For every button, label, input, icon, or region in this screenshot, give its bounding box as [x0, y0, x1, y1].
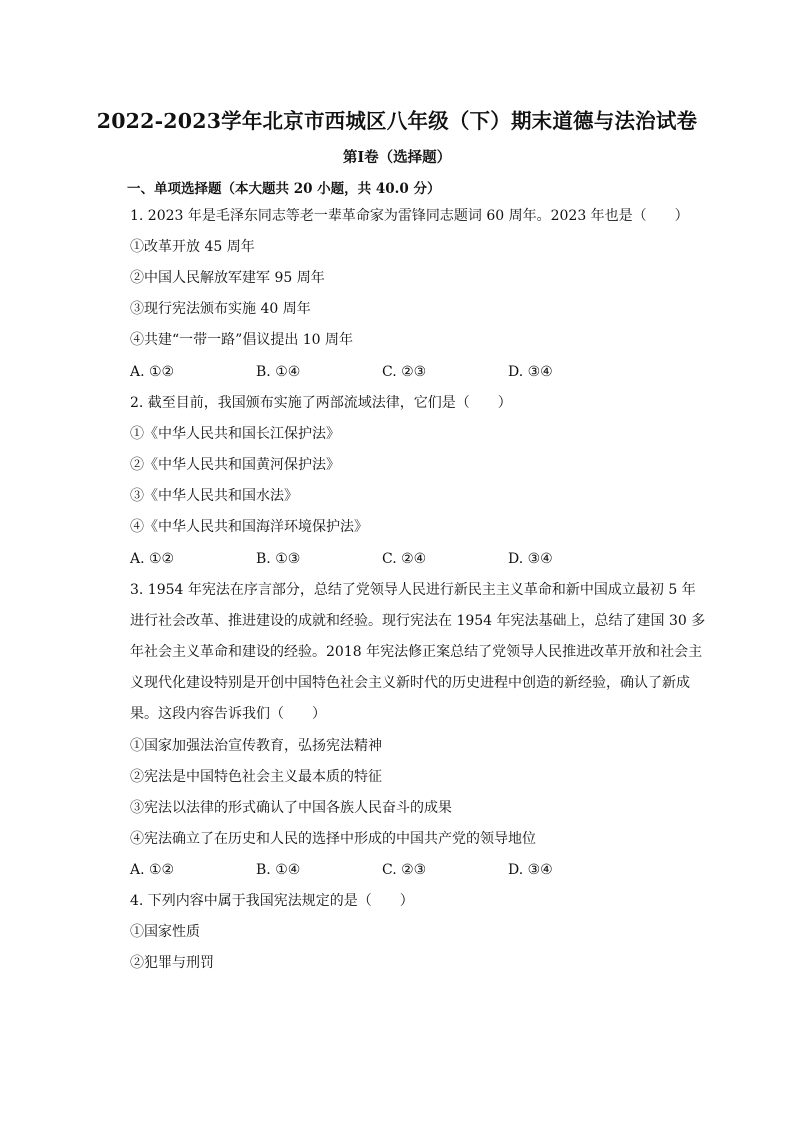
section-heading: 一、单项选择题（本大题共 20 小题，共 40.0 分）	[127, 181, 441, 197]
question-1-item-4: ④共建“一带一路”倡议提出 10 周年	[130, 332, 354, 348]
question-2-option-a[interactable]: A. ①②	[130, 551, 175, 567]
question-3-option-b[interactable]: B. ①④	[256, 862, 301, 878]
volume-subtitle: 第Ⅰ卷（选择题）	[342, 149, 452, 166]
question-2-item-2: ②《中华人民共和国黄河保护法》	[130, 457, 340, 473]
question-1-option-b[interactable]: B. ①④	[256, 364, 301, 380]
question-3-option-c[interactable]: C. ②③	[382, 862, 427, 878]
page-title: 2022-2023学年北京市西城区八年级（下）期末道德与法治试卷	[96, 109, 698, 133]
question-4-item-1: ①国家性质	[130, 924, 200, 940]
question-3-item-3: ③宪法以法律的形式确认了中国各族人民奋斗的成果	[130, 800, 452, 816]
question-3-stem-line-2: 进行社会改革、推进建设的成就和经验。现行宪法在 1954 年宪法基础上，总结了建国 30 多	[130, 613, 706, 629]
question-1-item-3: ③现行宪法颁布实施 40 周年	[130, 301, 311, 317]
question-2-item-4: ④《中华人民共和国海洋环境保护法》	[130, 519, 368, 535]
question-3-stem-line-1: 3. 1954 年宪法在序言部分，总结了党领导人民进行新民主主义革命和新中国成立最初 5 年	[130, 582, 696, 598]
question-1-stem: 1. 2023 年是毛泽东同志等老一辈革命家为雷锋同志题词 60 周年。2023 年也是（ ）	[130, 208, 689, 224]
question-2-option-b[interactable]: B. ①③	[256, 551, 301, 567]
question-3-item-4: ④宪法确立了在历史和人民的选择中形成的中国共产党的领导地位	[130, 831, 536, 847]
question-2-item-1: ①《中华人民共和国长江保护法》	[130, 426, 340, 442]
question-1-option-d[interactable]: D. ③④	[508, 364, 553, 380]
question-2-option-d[interactable]: D. ③④	[508, 551, 553, 567]
question-2-stem: 2. 截至目前，我国颁布实施了两部流域法律，它们是（ ）	[130, 395, 512, 411]
question-1-option-c[interactable]: C. ②③	[382, 364, 427, 380]
question-4-item-2: ②犯罪与刑罚	[130, 955, 214, 971]
question-4-stem: 4. 下列内容中属于我国宪法规定的是（ ）	[130, 893, 414, 909]
question-3-option-a[interactable]: A. ①②	[130, 862, 175, 878]
question-1-item-2: ②中国人民解放军建军 95 周年	[130, 270, 325, 286]
question-3-stem-line-4: 义现代化建设特别是开创中国特色社会主义新时代的历史进程中创造的新经验，确认了新成	[130, 675, 690, 691]
question-3-option-d[interactable]: D. ③④	[508, 862, 553, 878]
question-2-item-3: ③《中华人民共和国水法》	[130, 488, 298, 504]
question-2-option-c[interactable]: C. ②④	[382, 551, 427, 567]
question-3-item-2: ②宪法是中国特色社会主义最本质的特征	[130, 769, 382, 785]
question-1-item-1: ①改革开放 45 周年	[130, 239, 255, 255]
question-3-stem-line-5: 果。这段内容告诉我们（ ）	[130, 706, 326, 722]
question-1-option-a[interactable]: A. ①②	[130, 364, 175, 380]
question-3-item-1: ①国家加强法治宣传教育，弘扬宪法精神	[130, 738, 382, 754]
question-3-stem-line-3: 年社会主义革命和建设的经验。2018 年宪法修正案总结了党领导人民推进改革开放和社会主	[130, 644, 703, 660]
